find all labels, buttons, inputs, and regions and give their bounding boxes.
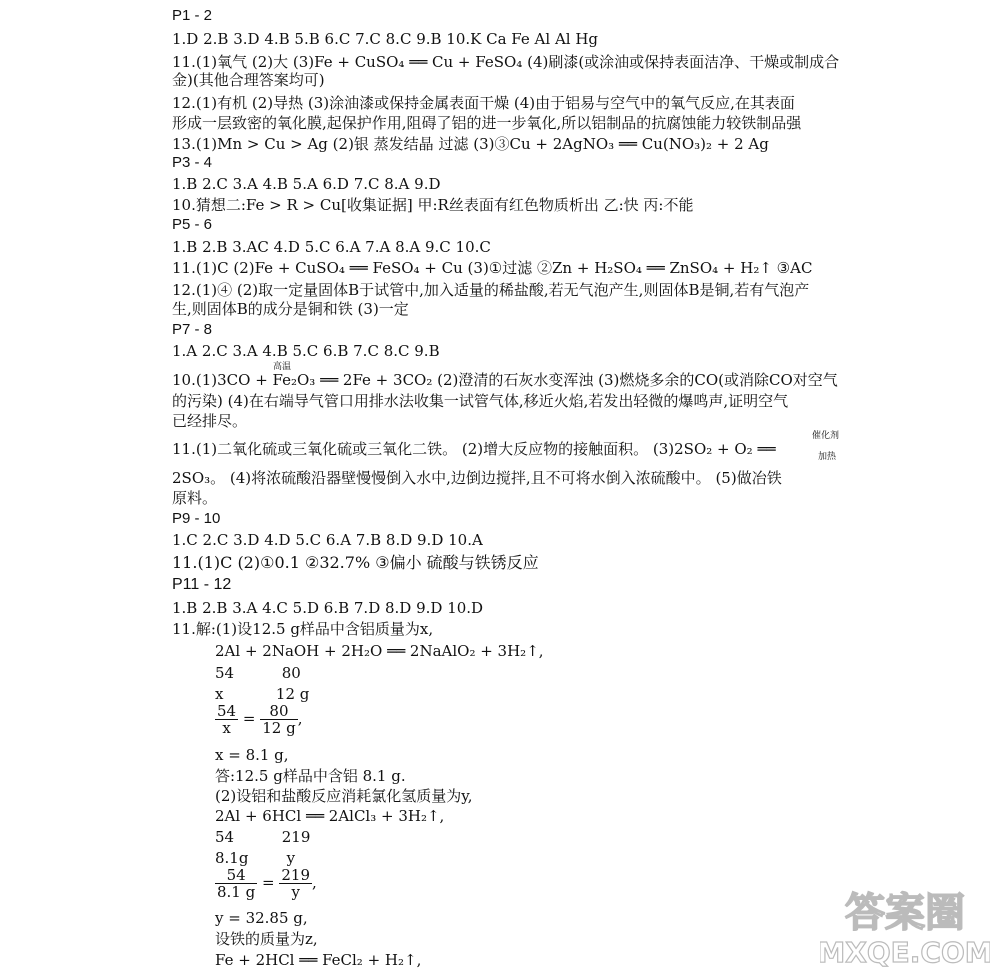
answer-line: 1.A 2.C 3.A 4.B 5.C 6.B 7.C 8.C 9.B — [172, 342, 440, 360]
fraction: $\frac{54}{8.1 g}$ — [217, 866, 256, 901]
ratio-line: 54 219 — [215, 828, 311, 846]
section-header: P7 - 8 — [172, 321, 213, 338]
ratio-line: 8.1g y — [215, 849, 296, 867]
fraction-equation: $\frac{54}{8.1 g}$ = $\frac{219}{y}$ , — [217, 866, 317, 901]
answer-line: 已经排尽。 — [172, 412, 248, 430]
answer-line: 金)(其他合理答案均可) — [172, 71, 325, 89]
section-header: P9 - 10 — [172, 510, 221, 527]
answer-line: 1.B 2.C 3.A 4.B 5.A 6.D 7.C 8.A 9.D — [172, 175, 441, 193]
section-header: P11 - 12 — [172, 576, 232, 593]
answer-line: 11.(1)二氧化硫或三氧化硫或三氧化二铁。 (2)增大反应物的接触面积。 (3)2SO₂ + O₂ ══ — [172, 440, 776, 458]
fraction: $\frac{80}{12 g}$ — [262, 702, 296, 737]
answer-line: 形成一层致密的氧化膜,起保护作用,阻碍了铝的进一步氧化,所以铝制品的抗腐蚀能力较铁制品强 — [172, 114, 802, 132]
solution-line: (2)设铝和盐酸反应消耗氯化氢质量为y, — [215, 787, 473, 805]
reaction-condition: 催化剂 — [812, 431, 840, 441]
answer-line: 13.(1)Mn > Cu > Ag (2)银 蒸发结晶 过滤 (3)③Cu + 2AgNO₃ ══ Cu(NO₃)₂ + 2 Ag — [172, 135, 769, 153]
answer-line: 生,则固体B的成分是铜和铁 (3)一定 — [172, 300, 409, 318]
answer-line: 12.(1)④ (2)取一定量固体B于试管中,加入适量的稀盐酸,若无气泡产生,则固体B是铜,若有气泡产 — [172, 281, 810, 299]
answer-line: 2SO₃。 (4)将浓硫酸沿器壁慢慢倒入水中,边倒边搅拌,且不可将水倒入浓硫酸中。 (5)做冶铁 — [172, 469, 782, 487]
section-header: P1 - 2 — [172, 7, 213, 24]
reaction-condition: 加热 — [818, 452, 837, 462]
answer-line: 1.C 2.C 3.D 4.D 5.C 6.A 7.B 8.D 9.D 10.A — [172, 531, 483, 549]
answer-line: 12.(1)有机 (2)导热 (3)涂油漆或保持金属表面干燥 (4)由于铝易与空气中的氧气反应,在其表面 — [172, 94, 795, 112]
answer-line: 11.(1)C (2)Fe + CuSO₄ ══ FeSO₄ + Cu (3)①过滤 ②Zn + H₂SO₄ ══ ZnSO₄ + H₂↑ ③AC — [172, 259, 813, 277]
ratio-line: 54 80 — [215, 664, 301, 682]
fraction: $\frac{219}{y}$ — [281, 866, 311, 901]
ratio-line: x 12 g — [215, 685, 310, 703]
answer-line: 10.(1)3CO + Fe₂O₃ ══ 2Fe + 3CO₂ (2)澄清的石灰水变浑浊 (3)燃烧多余的CO(或消除CO对空气 — [172, 371, 838, 389]
fraction-equation: $\frac{54}{x}$ = $\frac{80}{12 g}$ , — [217, 702, 303, 737]
answer-line: 11.(1)C (2)①0.1 ②32.7% ③偏小 硫酸与铁锈反应 — [172, 553, 539, 572]
answer-line: 1.B 2.B 3.A 4.C 5.D 6.B 7.D 8.D 9.D 10.D — [172, 599, 484, 617]
reaction-condition: 高温 — [273, 362, 292, 372]
answer-line: 1.B 2.B 3.AC 4.D 5.C 6.A 7.A 8.A 9.C 10.C — [172, 238, 491, 256]
equation-line: Fe + 2HCl ══ FeCl₂ + H₂↑, — [215, 951, 422, 969]
result-line: x = 8.1 g, — [215, 746, 289, 764]
equation-line: 2Al + 2NaOH + 2H₂O ══ 2NaAlO₂ + 3H₂↑, — [215, 642, 544, 660]
section-header: P5 - 6 — [172, 216, 213, 233]
watermark-logo — [820, 880, 990, 970]
fraction: $\frac{54}{x}$ — [217, 702, 237, 737]
result-line: y = 32.85 g, — [215, 909, 308, 927]
watermark-text-top: 答案圈 — [845, 890, 965, 936]
section-header: P3 - 4 — [172, 154, 213, 171]
answer-line: 10.猜想二:Fe > R > Cu[收集证据] 甲:R丝表面有红色物质析出 乙:快 丙:不能 — [172, 196, 694, 214]
solution-line: 设铁的质量为z, — [215, 930, 318, 948]
answer-line: 11.(1)氧气 (2)大 (3)Fe + CuSO₄ ══ Cu + FeSO₄ (4)刷漆(或涂油或保持表面洁净、干燥或制成合 — [172, 53, 840, 71]
equation-line: 2Al + 6HCl ══ 2AlCl₃ + 3H₂↑, — [215, 807, 445, 825]
watermark-text-bottom: MXQE.COM — [820, 936, 990, 969]
answer-line: 1.D 2.B 3.D 4.B 5.B 6.C 7.C 8.C 9.B 10.K Ca Fe Al Al Hg — [172, 30, 599, 48]
answer-statement: 答:12.5 g样品中含铝 8.1 g. — [215, 767, 406, 785]
answer-line: 原料。 — [172, 489, 218, 507]
answer-line: 的污染) (4)在右端导气管口用排水法收集一试管气体,移近火焰,若发出轻微的爆鸣声,证明空气 — [172, 392, 789, 410]
answer-line: 11.解:(1)设12.5 g样品中含铝质量为x, — [172, 620, 434, 638]
